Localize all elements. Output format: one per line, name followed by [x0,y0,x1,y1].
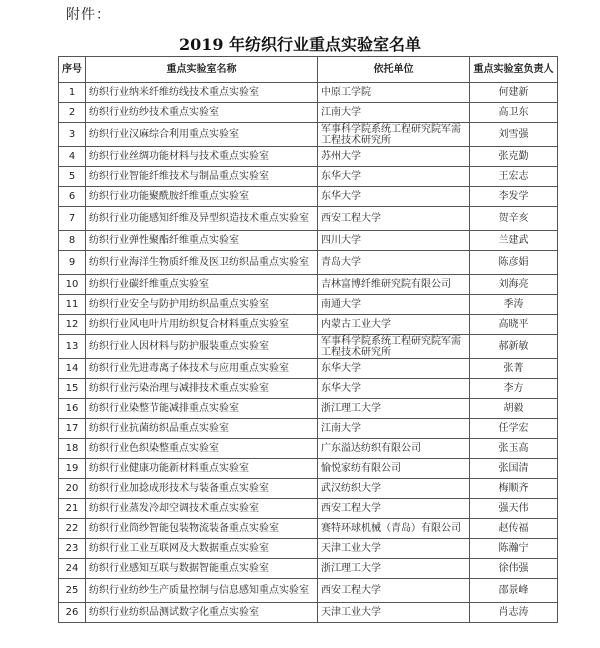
row-number: 19 [59,459,86,479]
table-row [59,499,558,519]
host-organization: 天津工业大学 [318,603,470,623]
person-in-charge: 赵传福 [470,519,558,539]
row-number: 9 [59,251,86,275]
row-number: 13 [59,335,86,359]
lab-name: 纺织行业纺纱技术重点实验室 [86,103,318,123]
person-in-charge: 徐伟强 [470,559,558,579]
table-row [59,123,558,147]
host-organization: 东华大学 [318,167,470,187]
row-number: 17 [59,419,86,439]
lab-name: 纺织行业筒纱智能包装物流装备重点实验室 [86,519,318,539]
host-organization: 赛特环球机械（青岛）有限公司 [318,519,470,539]
row-number: 20 [59,479,86,499]
table-row [59,439,558,459]
person-in-charge: 李发学 [470,187,558,207]
header-lab-name: 重点实验室名称 [86,57,318,83]
table-row [59,167,558,187]
person-in-charge: 陈彦娟 [470,251,558,275]
table-row [59,295,558,315]
row-number: 3 [59,123,86,147]
header-host-org: 依托单位 [318,57,470,83]
header-person: 重点实验室负责人 [470,57,558,83]
person-in-charge: 强天伟 [470,499,558,519]
lab-name: 纺织行业纺纱生产质量控制与信息感知重点实验室 [86,579,318,603]
lab-name: 纺织行业先进毒离子体技术与应用重点实验室 [86,359,318,379]
host-organization: 苏州大学 [318,147,470,167]
person-in-charge: 高卫东 [470,103,558,123]
row-number: 15 [59,379,86,399]
host-organization: 四川大学 [318,231,470,251]
table-body [59,83,558,623]
row-number: 12 [59,315,86,335]
person-in-charge: 兰建武 [470,231,558,251]
person-in-charge: 胡毅 [470,399,558,419]
person-in-charge: 陈瀚宁 [470,539,558,559]
table-row [59,519,558,539]
table-row [59,187,558,207]
table-row [59,275,558,295]
row-number: 1 [59,83,86,103]
lab-name: 纺织行业污染治理与减排技术重点实验室 [86,379,318,399]
row-number: 26 [59,603,86,623]
person-in-charge: 何建新 [470,83,558,103]
lab-name: 纺织行业智能纤维技术与制品重点实验室 [86,167,318,187]
table-row [59,399,558,419]
table-row [59,603,558,623]
row-number: 16 [59,399,86,419]
row-number: 11 [59,295,86,315]
table-row [59,459,558,479]
row-number: 4 [59,147,86,167]
table-row [59,231,558,251]
lab-name: 纺织行业纺织品测试数字化重点实验室 [86,603,318,623]
row-number: 18 [59,439,86,459]
person-in-charge: 张菁 [470,359,558,379]
table-row [59,251,558,275]
row-number: 2 [59,103,86,123]
host-organization: 江南大学 [318,419,470,439]
host-organization: 西安工程大学 [318,499,470,519]
table-header [59,57,558,83]
lab-name: 纺织行业色织染整重点实验室 [86,439,318,459]
lab-name: 纺织行业染整节能减排重点实验室 [86,399,318,419]
lab-name: 纺织行业弹性聚酯纤维重点实验室 [86,231,318,251]
header-no: 序号 [59,57,86,83]
table-row [59,315,558,335]
person-in-charge: 张国清 [470,459,558,479]
document-title: 2019 年纺织行业重点实验室名单 [178,35,422,54]
person-in-charge: 郝新敏 [470,335,558,359]
host-organization: 广东溢达纺织有限公司 [318,439,470,459]
lab-name: 纺织行业蒸发冷却空调技术重点实验室 [86,499,318,519]
person-in-charge: 张玉高 [470,439,558,459]
person-in-charge: 高晓平 [470,315,558,335]
row-number: 22 [59,519,86,539]
host-organization: 江南大学 [318,103,470,123]
host-organization: 愉悦家纺有限公司 [318,459,470,479]
header-row [59,57,558,83]
row-number: 7 [59,207,86,231]
person-in-charge: 刘雪强 [470,123,558,147]
row-number: 24 [59,559,86,579]
attachment-label: 附件： [66,7,111,23]
person-in-charge: 刘海亮 [470,275,558,295]
table-row [59,103,558,123]
person-in-charge: 张克勤 [470,147,558,167]
host-organization: 东华大学 [318,187,470,207]
table-row [59,579,558,603]
host-organization: 浙江理工大学 [318,399,470,419]
table-row [59,559,558,579]
lab-name: 纺织行业风电叶片用纺织复合材料重点实验室 [86,315,318,335]
row-number: 23 [59,539,86,559]
host-organization: 西安工程大学 [318,207,470,231]
person-in-charge: 贺辛亥 [470,207,558,231]
table-row [59,479,558,499]
lab-name: 纺织行业功能感知纤维及异型织造技术重点实验室 [86,207,318,231]
table-row [59,335,558,359]
lab-name: 纺织行业感知互联与数据智能重点实验室 [86,559,318,579]
table-row [59,419,558,439]
host-organization: 军事科学院系统工程研究院军需工程技术研究所 [318,123,470,147]
lab-name: 纺织行业纳米纤维纺线技术重点实验室 [86,83,318,103]
person-in-charge: 王宏志 [470,167,558,187]
person-in-charge: 李方 [470,379,558,399]
person-in-charge: 季涛 [470,295,558,315]
host-organization: 内蒙古工业大学 [318,315,470,335]
host-organization: 吉林富博纤维研究院有限公司 [318,275,470,295]
host-organization: 浙江理工大学 [318,559,470,579]
row-number: 10 [59,275,86,295]
lab-name: 纺织行业抗菌纺织品重点实验室 [86,419,318,439]
row-number: 25 [59,579,86,603]
lab-name: 纺织行业加捻成形技术与装备重点实验室 [86,479,318,499]
host-organization: 军事科学院系统工程研究院军需工程技术研究所 [318,335,470,359]
table-row [59,539,558,559]
row-number: 5 [59,167,86,187]
lab-name: 纺织行业海洋生物质纤维及医卫纺织品重点实验室 [86,251,318,275]
person-in-charge: 梅顺齐 [470,479,558,499]
host-organization: 武汉纺织大学 [318,479,470,499]
host-organization: 南通大学 [318,295,470,315]
row-number: 6 [59,187,86,207]
person-in-charge: 邵景峰 [470,579,558,603]
row-number: 8 [59,231,86,251]
table-row [59,207,558,231]
lab-name: 纺织行业人因材料与防护服装重点实验室 [86,335,318,359]
host-organization: 东华大学 [318,379,470,399]
lab-name: 纺织行业安全与防护用纺织品重点实验室 [86,295,318,315]
lab-name: 纺织行业碳纤维重点实验室 [86,275,318,295]
lab-name: 纺织行业健康功能新材料重点实验室 [86,459,318,479]
row-number: 21 [59,499,86,519]
host-organization: 天津工业大学 [318,539,470,559]
lab-name: 纺织行业工业互联网及大数据重点实验室 [86,539,318,559]
lab-name: 纺织行业功能聚酰胺纤维重点实验室 [86,187,318,207]
person-in-charge: 任学宏 [470,419,558,439]
lab-name: 纺织行业汉麻综合利用重点实验室 [86,123,318,147]
row-number: 14 [59,359,86,379]
table-row [59,359,558,379]
lab-list-table [58,56,558,623]
host-organization: 东华大学 [318,359,470,379]
host-organization: 中原工学院 [318,83,470,103]
table-row [59,83,558,103]
table-row [59,147,558,167]
host-organization: 青岛大学 [318,251,470,275]
person-in-charge: 肖志涛 [470,603,558,623]
lab-name: 纺织行业丝绸功能材料与技术重点实验室 [86,147,318,167]
table-row [59,379,558,399]
host-organization: 西安工程大学 [318,579,470,603]
